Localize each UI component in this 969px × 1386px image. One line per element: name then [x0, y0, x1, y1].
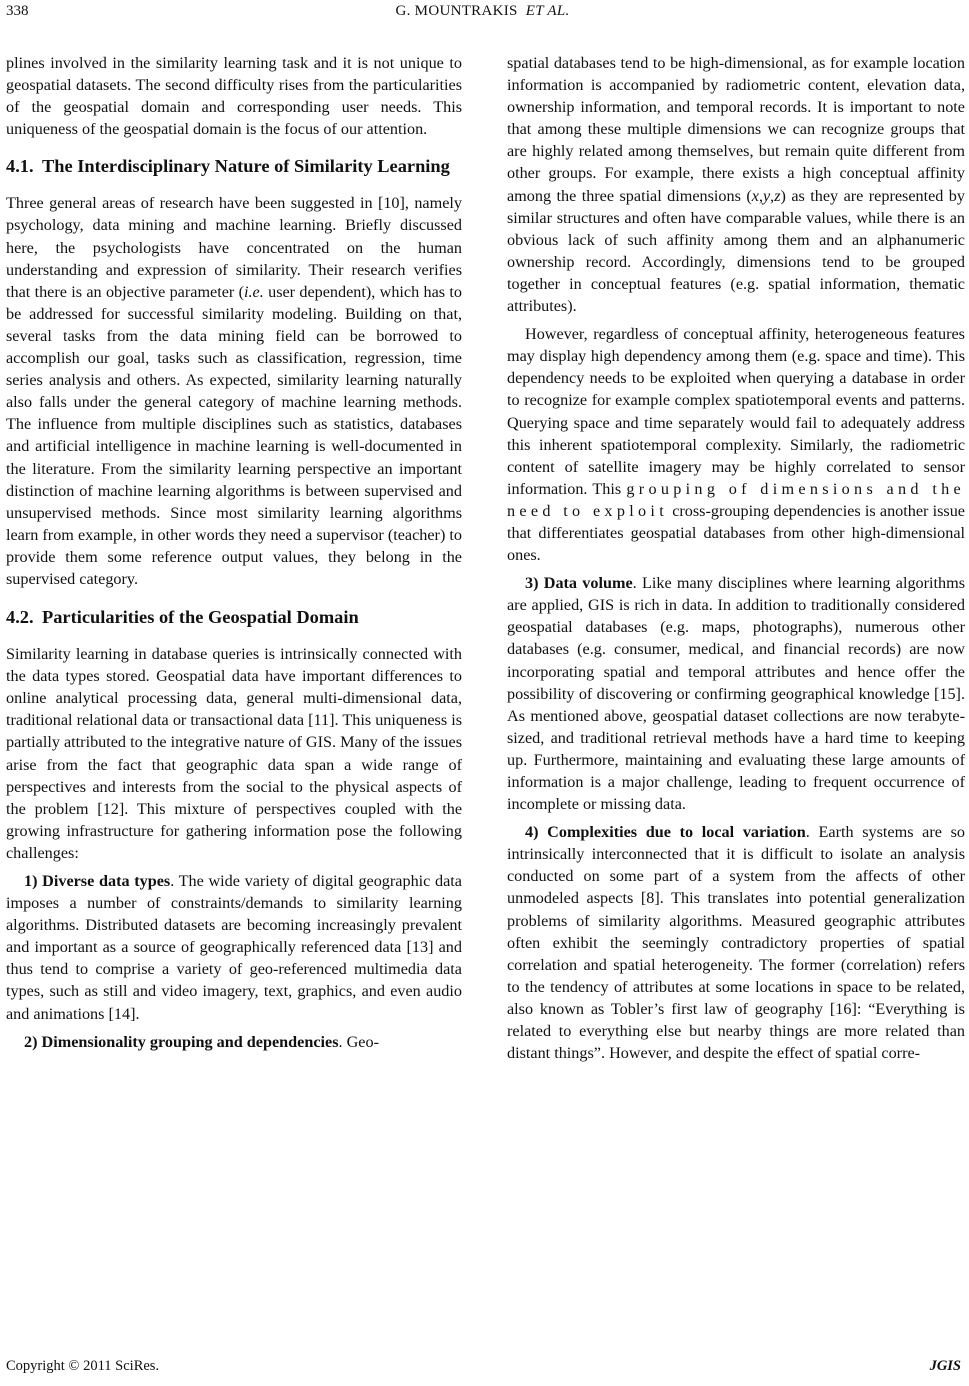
section-number: 4.1.	[6, 156, 34, 177]
term-dimensionality: 2) Dimensionality grouping and dependencies	[24, 1032, 339, 1051]
running-head-authors: G. MOUNTRAKIS	[395, 3, 518, 19]
paragraph-diverse-data-types	[6, 870, 462, 1025]
paragraph-local-variation	[507, 821, 965, 1064]
text-run: However, regardless of conceptual affinity, heterogeneous features may display high dependency among them (e.g. space and time). This dependency needs to be exploited when querying a database in order to recognize for example complex spatiotemporal events and patterns. Querying space and time separately would fail to adequately address this inherent spatiotemporal complexity. Similarly, the radiometric content of satellite imagery may be highly correlated to sensor information. This	[507, 325, 965, 498]
term-diverse-data-types: 1) Diverse data types	[24, 872, 171, 890]
text-run: . Like many disciplines where learning algorithms are applied, GIS is rich in data. In addition to traditionally considered geospatial databases (e.g. maps, photographs), numerous other databases (e.g. consumer, medical, and financial records) are now incorporating spatial and temporal attributes and hence offer the possibility of discovering or confirming geographical knowledge [15]. As mentioned above, geospatial dataset collections are now terabyte-sized, and traditional retrieval methods have a hard time to keeping up. Furthermore, maintaining and evaluating these large amounts of information is a major challenge, leading to frequent occurrence of incomplete or missing data.	[507, 574, 966, 814]
text-run: . Geo-	[338, 1032, 379, 1051]
paragraph-dimensionality-start	[6, 1031, 462, 1053]
paragraph-particularities: Similarity learning in database queries is intrinsically connected with the data types stored. Geospatial data have important differences to online analytical processing data, general multi-dimensional data, traditional relational data or transactional data [11]. This uniqueness is partially attributed to the integrative nature of GIS. Many of the issues arise from the fact that geographic data span a wide range of perspectives and interests from the social to the physical aspects of the problem [12]. This mixture of perspectives coupled with the growing infrastructure for gathering information pose the following challenges:	[6, 645, 462, 862]
paragraph-data-volume	[507, 572, 965, 815]
section-heading-4-1	[6, 154, 462, 178]
paragraph-intro-continued: plines involved in the similarity learning task and it is not unique to geospatial datasets. The second difficulty rises from the particularities of the geospatial domain and corresponding user needs. This uniqueness of the geospatial domain is the focus of our attention.	[6, 54, 462, 139]
paragraph-interdisciplinary	[6, 192, 462, 590]
text-run-italic: i.e.	[244, 282, 264, 301]
section-heading-4-2	[6, 605, 462, 629]
footer-copyright: Copyright © 2011 SciRes.	[6, 1358, 160, 1374]
paragraph-dimensionality-continued	[507, 52, 965, 317]
text-run: user dependent), which has to be addressed for successful similarity modeling. Building on that, several tasks from the data mining field can be borrowed to accomplish our goal, tasks such as classification, regression, time series analysis and others. As expected, similarity learning naturally also falls under the general category of machine learning methods. The influence from multiple disciplines such as statistics, databases and artificial intelligence in machine learning is well-documented in the literature. From the similarity learning perspective an important distinction of machine learning algorithms is between supervised and unsupervised methods. Since most similarity learning algorithms learn from example, in other words they need a supervisor (teacher) to provide them some reference output values, they belong in the supervised category.	[6, 282, 462, 588]
left-column	[6, 52, 462, 1053]
running-head	[0, 3, 969, 20]
text-run: . Earth systems are so intrinsically interconnected that it is difficult to isolate an analysis conducted on some part of a system from the affects of other unmodeled aspects [8]. This translates into potential generalization problems of similarity algorithms. Measured geographic attributes often exhibit the seemingly contradictory properties of spatial correlation and spatial heterogeneity. The former (correlation) refers to the tendency of attributes at some locations in space to be related, also known as Tobler’s first law of geography [16]: “Everything is related to everything else but nearby things are more related than distant things”. However, and despite the effect of spatial corre-	[507, 823, 966, 1063]
text-run: . The wide variety of digital geographic data imposes a number of constraints/demands to similarity learning algorithms. Distributed datasets are becoming increasingly prevalent and important as a source of geographically referenced data [13] and thus tend to comprise a variety of geo-referenced multimedia data types, such as still and video imagery, text, graphics, and even audio and animations [14].	[6, 872, 462, 1023]
text-run: spatial databases tend to be high-dimensional, as for example location information is accompanied by radiometric content, elevation data, ownership information, and temporal records. It is important to note that among these multiple dimensions we can recognize groups that are highly related among themselves, but remain quite different from other groups. For example, there exists a high conceptual affinity among the three spatial dimensions (	[507, 54, 965, 205]
running-head-et-al: ET AL.	[525, 3, 570, 19]
section-title: The Interdisciplinary Nature of Similarity Learning	[42, 156, 450, 177]
text-run: cross-grouping dependencies is another issue that differentiates geospatial databases from other high-dimensional ones.	[507, 501, 965, 565]
variable-y: y	[762, 186, 771, 205]
section-number: 4.2.	[6, 607, 34, 628]
page-number: 338	[6, 3, 29, 19]
footer-journal: JGIS	[929, 1358, 961, 1374]
right-column	[507, 52, 965, 1064]
text-run: ,	[770, 186, 775, 205]
term-data-volume: 3) Data volume	[525, 574, 633, 593]
section-title: Particularities of the Geospatial Domain	[42, 607, 359, 628]
text-run: ,	[758, 186, 763, 205]
variable-z: z	[774, 186, 781, 205]
text-run: Three general areas of research have been suggested in [10], namely psychology, data mining and machine learning. Briefly discussed here, the psychologists have concentrated on the human understanding and expression of similarity. Their research verifies that there is an objective parameter (	[6, 194, 462, 301]
term-local-variation: 4) Complexities due to local variation	[525, 823, 806, 842]
paragraph-heterogeneous	[507, 323, 965, 566]
text-run: ) as they are represented by similar structures and often have comparable values, while there is an obvious lack of such affinity among them and an alphanumeric ownership record. Accordingly, dimensions tend to be grouped together in conceptual features (e.g. spatial information, thematic attributes).	[507, 186, 965, 316]
text-run-spaced: grouping of dimensions and the need to exploit	[507, 479, 965, 520]
variable-x: x	[751, 186, 759, 205]
